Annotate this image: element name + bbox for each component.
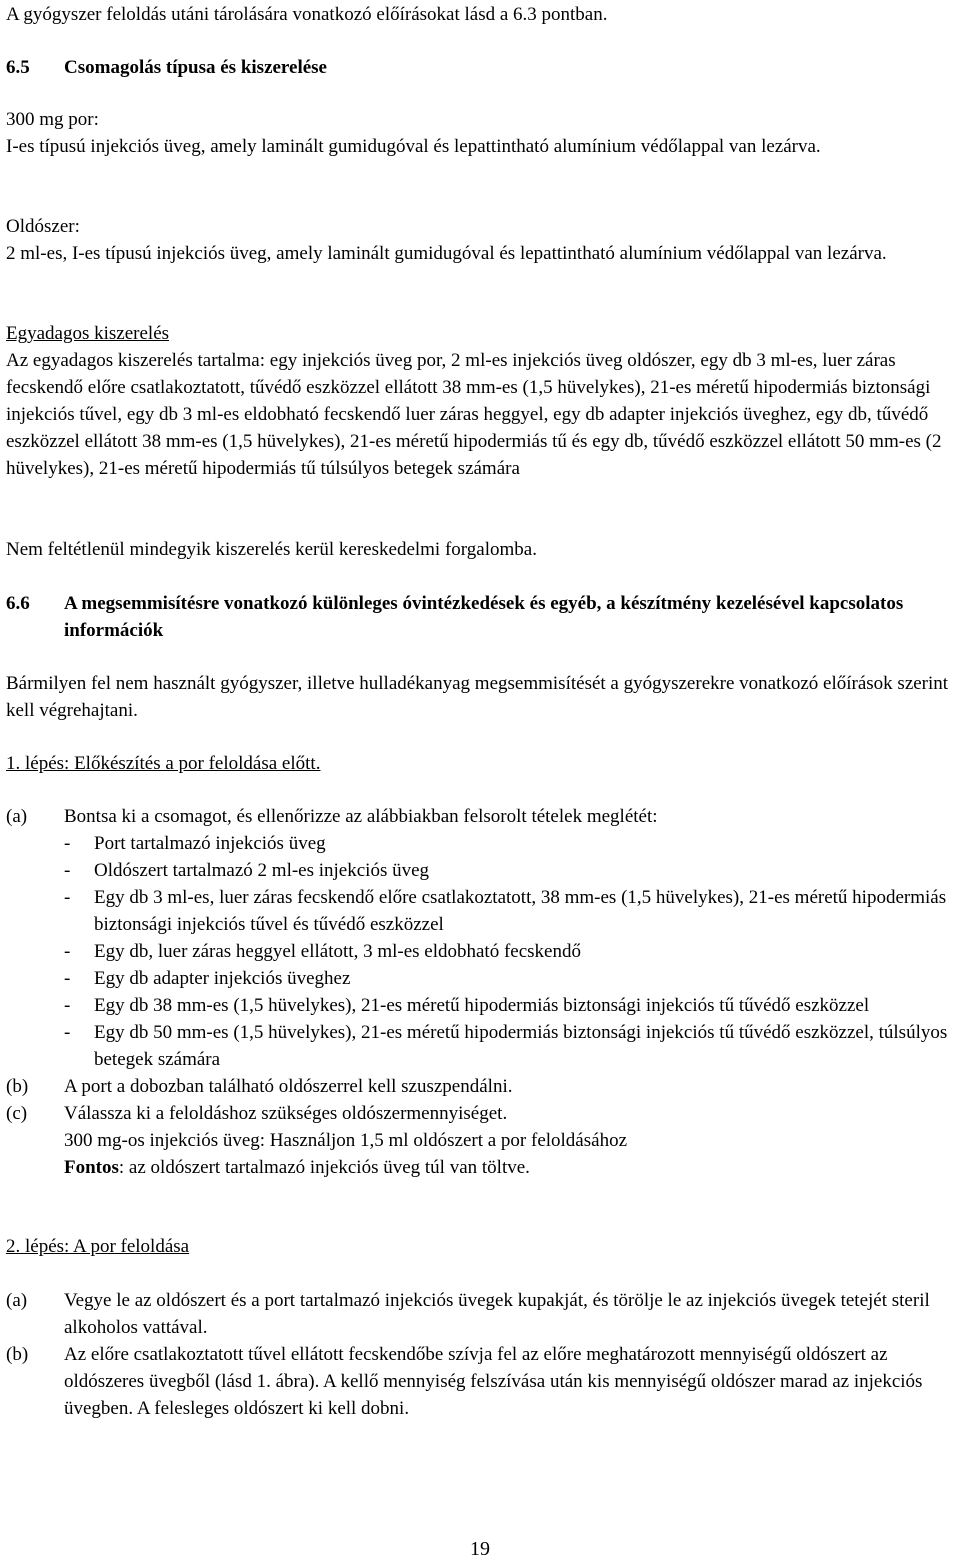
checklist-text: Egy db adapter injekciós üveghez [94,968,351,989]
section-number: 6.5 [6,57,30,78]
item-label: (c) [6,1103,28,1124]
step1-list [6,803,954,1181]
step2-item-b [6,1341,954,1422]
item-subtext: 300 mg-os injekciós üveg: Használjon 1,5 ml oldószert a por feloldásához [64,1130,628,1151]
section-title: A megsemmisítésre vonatkozó különleges óvintézkedések és egyéb, a készítmény kezelésével kapcsolatos információk [64,593,904,641]
solvent-label: Oldószer: [6,216,80,237]
section-number: 6.6 [6,593,30,614]
dash-bullet: - [64,968,71,989]
item-text: Válassza ki a feloldáshoz szükséges oldószermennyiséget. [64,1103,508,1124]
section-6-5-heading [6,54,954,81]
checklist-text: Egy db 38 mm-es (1,5 hüvelykes), 21-es méretű hipodermiás biztonsági injekciós tű tűvédő eszközzel [94,995,870,1016]
checklist-text: Egy db, luer záras heggyel ellátott, 3 ml-es eldobható fecskendő [94,941,581,962]
checklist-item [64,938,954,965]
solvent-block [6,213,954,267]
dash-bullet: - [64,860,71,881]
checklist-item [64,884,954,938]
section-6-6-heading [6,590,954,644]
checklist-text: Port tartalmazó injekciós üveg [94,833,326,854]
checklist-item [64,992,954,1019]
step2-heading: 2. lépés: A por feloldása [6,1236,190,1257]
pack-block [6,320,954,482]
checklist-item [64,857,954,884]
marketing-note: Nem feltétlenül mindegyik kiszerelés kerül kereskedelmi forgalomba. [6,539,537,560]
step1-item-c [6,1100,954,1181]
powder-text: I-es típusú injekciós üveg, amely laminált gumidugóval és lepattintható alumínium védőlappal van lezárva. [6,136,821,157]
checklist-text: Oldószert tartalmazó 2 ml-es injekciós üveg [94,860,430,881]
solvent-text: 2 ml-es, I-es típusú injekciós üveg, amely laminált gumidugóval és lepattintható alumínium védőlappal van lezárva. [6,243,887,264]
step2-list [6,1287,954,1422]
checklist-text: Egy db 50 mm-es (1,5 hüvelykes), 21-es méretű hipodermiás biztonsági injekciós tű tűvédő eszközzel, túlsúlyos betegek számára [94,1022,948,1070]
intro-line: A gyógyszer feloldás utáni tárolására vonatkozó előírásokat lásd a 6.3 pontban. [6,4,608,25]
checklist-item [64,830,954,857]
dash-bullet: - [64,887,71,908]
important-label: Fontos [64,1157,119,1178]
page-number: 19 [470,1538,490,1560]
item-text: Az előre csatlakoztatott tűvel ellátott fecskendőbe szívja fel az előre meghatározott mennyiségű oldószert az oldószeres üvegből (lásd 1. ábra). A kellő mennyiség felszívása után kis mennyiségű oldószer marad az injekciós üvegben. A felesleges oldószert ki kell dobni. [64,1344,923,1419]
dash-bullet: - [64,1022,71,1043]
step2-item-a [6,1287,954,1341]
dash-bullet: - [64,995,71,1016]
step1-item-b [6,1073,954,1100]
powder-block [6,106,954,160]
checklist-item [64,1019,954,1073]
important-text: : az oldószert tartalmazó injekciós üveg túl van töltve. [118,1157,530,1178]
step1-item-a [6,803,954,1073]
checklist-item [64,965,954,992]
dash-bullet: - [64,941,71,962]
dash-bullet: - [64,833,71,854]
item-label: (a) [6,1290,28,1311]
pack-heading: Egyadagos kiszerelés [6,323,170,344]
step1-heading: 1. lépés: Előkészítés a por feloldása előtt. [6,753,321,774]
item-label: (b) [6,1076,29,1097]
item-text: Vegye le az oldószert és a port tartalmazó injekciós üvegek kupakját, és törölje le az injekciós üvegek tetejét steril alkoholos vattával. [64,1290,930,1338]
pack-text: Az egyadagos kiszerelés tartalma: egy injekciós üveg por, 2 ml-es injekciós üveg oldószer, egy db 3 ml-es, luer záras fecskendő előre csatlakoztatott, tűvédő eszközzel ellátott 38 mm-es (1,5 hüvelykes), 21-es méretű hipodermiás biztonsági injekciós tűvel, egy db 3 ml-es eldobható fecskendő luer záras heggyel, egy db adapter injekciós üveghez, egy db, tűvédő eszközzel ellátott 38 mm-es (1,5 hüvelykes), 21-es méretű hipodermiás tű és egy db, tűvédő eszközzel ellátott 50 mm-es (2 hüvelykes), 21-es méretű hipodermiás tű túlsúlyos betegek számára [6,350,942,479]
important-note [64,1154,954,1181]
item-text: A port a dobozban található oldószerrel kell szuszpendálni. [64,1076,513,1097]
powder-label: 300 mg por: [6,109,99,130]
section-title: Csomagolás típusa és kiszerelése [64,57,327,78]
item-label: (a) [6,806,28,827]
item-label: (b) [6,1344,29,1365]
item-text: Bontsa ki a csomagot, és ellenőrizze az alábbiakban felsorolt tételek meglétét: [64,806,658,827]
checklist-text: Egy db 3 ml-es, luer záras fecskendő előre csatlakoztatott, 38 mm-es (1,5 hüvelykes), 21-es méretű hipodermiás biztonsági injekciós tűvel és tűvédő eszközzel [94,887,947,935]
disposal-text: Bármilyen fel nem használt gyógyszer, illetve hulladékanyag megsemmisítését a gyógyszerekre vonatkozó előírások szerint kell végrehajtani. [6,673,949,721]
